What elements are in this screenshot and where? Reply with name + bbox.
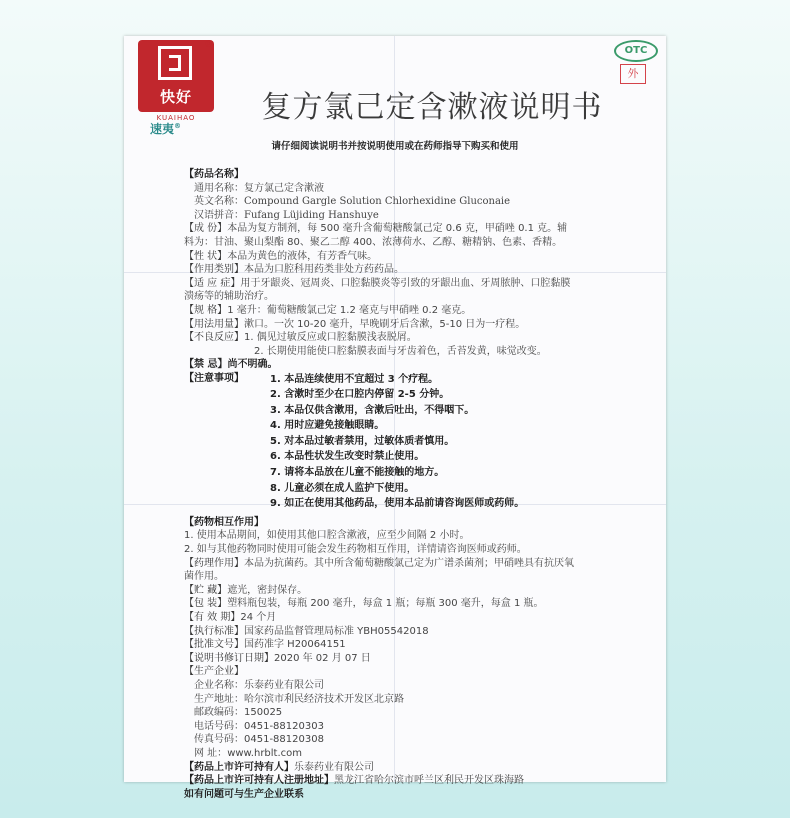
- pinyin-label: 汉语拼音：: [194, 209, 244, 221]
- category-row: [184, 263, 660, 277]
- storage-row: [184, 584, 660, 598]
- contact-note: 如有问题可与生产企业联系: [184, 788, 304, 800]
- indication-row: [184, 277, 660, 291]
- sub-brand-text: 速夷: [150, 122, 175, 136]
- holder-label: 【药品上市许可持有人】: [184, 761, 294, 773]
- generic-name-row: [184, 182, 660, 196]
- sub-brand-mark: ®: [174, 122, 182, 130]
- website-row: [184, 747, 660, 761]
- english-name-row: [184, 195, 660, 209]
- website-label: 网 址：: [194, 747, 228, 759]
- holder-address-row: [184, 774, 660, 788]
- english-name-label: 英文名称：: [194, 196, 244, 208]
- interactions-2: 2. 如与其他药物同时使用可能会发生药物相互作用，详情请咨询医师或药师。: [184, 544, 527, 556]
- phone-label: 电话号码：: [194, 720, 244, 732]
- pinyin-row: [184, 209, 660, 223]
- adverse-label: 【不良反应】: [184, 332, 244, 344]
- postcode-row: [184, 706, 660, 720]
- approval: 国药准字 H20064151: [244, 639, 346, 651]
- ingredients-line1: 本品为复方制剂，每 500 毫升含葡萄糖酸氯己定 0.6 克，甲硝唑 0.1 克。辅: [227, 223, 568, 235]
- holder: 乐泰药业有限公司: [294, 761, 374, 773]
- standard-row: [184, 625, 660, 639]
- standard: 国家药品监督管理局标准 YBH05542018: [244, 625, 429, 637]
- pharm-line1: 本品为抗菌药。其中所含葡萄糖酸氯己定为广谱杀菌剂；甲硝唑具有抗厌氧: [244, 557, 574, 569]
- spec-row: [184, 304, 660, 318]
- contra-row: [184, 358, 660, 372]
- note-item: 7. 请将本品放在儿童不能接触的地方。: [270, 467, 445, 479]
- validity-row: [184, 611, 660, 625]
- otc-badge: OTC: [614, 40, 658, 62]
- note-item: 5. 对本品过敏者禁用，过敏体质者慎用。: [270, 435, 455, 447]
- contra: 尚不明确。: [227, 359, 278, 371]
- logo-english: KUAIHAO: [156, 114, 196, 122]
- postcode: 150025: [244, 707, 283, 719]
- pharm-label: 【药理作用】: [184, 557, 244, 569]
- pinyin: Fufang Lüjiding Hanshuye: [244, 209, 379, 221]
- generic-name: 复方氯己定含漱液: [244, 182, 324, 194]
- revision-label: 【说明书修订日期】: [184, 652, 274, 664]
- adverse-1: 1. 偶见过敏反应或口腔黏膜浅表脱屑。: [244, 332, 417, 344]
- address-label: 生产地址：: [194, 693, 244, 705]
- ingredients-line2: 料为：甘油、聚山梨酯 80、聚乙二醇 400、浓薄荷水、乙醇、糖精钠、色素、香精。: [184, 236, 563, 248]
- company: 乐泰药业有限公司: [244, 679, 324, 691]
- category-label: 【作用类别】: [184, 264, 244, 276]
- logo-mark-icon: [158, 46, 192, 80]
- note-item: 8. 儿童必须在成人监护下使用。: [270, 482, 415, 494]
- holder-address: 黑龙江省哈尔滨市呼兰区利民开发区珠海路: [334, 775, 524, 787]
- note-item: 2. 含漱时至少在口腔内停留 2-5 分钟。: [270, 389, 450, 401]
- indication-line1: 用于牙龈炎、冠周炎、口腔黏膜炎等引致的牙龈出血、牙周脓肿、口腔黏膜: [240, 277, 571, 289]
- address: 哈尔滨市利民经济技术开发区北京路: [244, 693, 404, 705]
- adverse-row: [184, 331, 660, 345]
- character-row: [184, 250, 660, 264]
- fax: 0451-88120308: [244, 734, 324, 746]
- indication-label: 【适 应 症】: [184, 277, 241, 289]
- usage: 漱口。一次 10-20 毫升，早晚刷牙后含漱，5-10 日为一疗程。: [244, 318, 526, 330]
- interactions-1: 1. 使用本品期间，如使用其他口腔含漱液，应至少间隔 2 小时。: [184, 530, 470, 542]
- adverse-2: 2. 长期使用能使口腔黏膜表面与牙齿着色，舌苔发黄，味觉改变。: [254, 345, 547, 357]
- usage-notice: 请仔细阅读说明书并按说明使用或在药师指导下购买和使用: [271, 141, 519, 152]
- pharm-line2: 菌作用。: [184, 571, 224, 583]
- indication-line2: 溃疡等的辅助治疗。: [184, 291, 274, 303]
- approval-row: [184, 638, 660, 652]
- website: www.hrblt.com: [227, 747, 303, 759]
- holder-address-label: 【药品上市许可持有人注册地址】: [184, 775, 334, 787]
- character: 本品为黄色的液体，有芳香气味。: [227, 250, 378, 262]
- storage-label: 【贮 藏】: [184, 584, 228, 596]
- usage-row: [184, 318, 660, 332]
- note-item: 3. 本品仅供含漱用，含漱后吐出，不得咽下。: [270, 404, 475, 416]
- notes-list: [184, 372, 660, 512]
- logo-text: 快好: [159, 88, 192, 106]
- revision: 2020 年 02 月 07 日: [274, 652, 371, 664]
- notes-label: 【注意事项】: [184, 372, 244, 384]
- interactions-label: 【药物相互作用】: [184, 516, 264, 528]
- brand-logo: [138, 40, 214, 112]
- category: 本品为口腔科用药类非处方药药品。: [244, 264, 404, 276]
- standard-label: 【执行标准】: [184, 625, 244, 637]
- sub-brand: [150, 120, 181, 137]
- note-item: 9. 如正在使用其他药品，使用本品前请咨询医师或药师。: [270, 498, 525, 510]
- holder-row: [184, 761, 660, 775]
- spec-label: 【规 格】: [184, 304, 228, 316]
- name-header: 【药品名称】: [184, 169, 244, 180]
- company-row: [184, 679, 660, 693]
- phone-row: [184, 720, 660, 734]
- note-item: 1. 本品连续使用不宜超过 3 个疗程。: [270, 373, 439, 385]
- external-use-badge: 外: [620, 64, 646, 84]
- package-label: 【包 装】: [184, 598, 228, 610]
- registered-mark: ®: [204, 40, 213, 50]
- ingredients-row: [184, 222, 660, 236]
- package: 塑料瓶包装，每瓶 200 毫升，每盒 1 瓶；每瓶 300 毫升，每盒 1 瓶。: [227, 598, 544, 610]
- instruction-content: [184, 168, 660, 801]
- note-item: 6. 本品性状发生改变时禁止使用。: [270, 451, 425, 463]
- usage-label: 【用法用量】: [184, 318, 244, 330]
- revision-row: [184, 652, 660, 666]
- phone: 0451-88120303: [244, 720, 324, 732]
- validity: 24 个月: [240, 612, 277, 623]
- spec: 1 毫升：葡萄糖酸氯己定 1.2 毫克与甲硝唑 0.2 毫克。: [227, 304, 472, 316]
- note-item: 4. 用时应避免接触眼睛。: [270, 420, 385, 432]
- storage: 遮光，密封保存。: [227, 584, 308, 596]
- package-row: [184, 597, 660, 611]
- fax-row: [184, 733, 660, 747]
- document-title: 复方氯己定含漱液说明书: [261, 90, 603, 125]
- fax-label: 传真号码：: [194, 734, 244, 746]
- instruction-sheet: [124, 36, 666, 800]
- character-label: 【性 状】: [184, 250, 228, 262]
- pharm-row: [184, 557, 660, 571]
- approval-label: 【批准文号】: [184, 639, 244, 651]
- validity-label: 【有 效 期】: [184, 612, 241, 623]
- address-row: [184, 693, 660, 707]
- english-name: Compound Gargle Solution Chlorhexidine Gluconaie: [244, 196, 511, 208]
- ingredients-label: 【成 份】: [184, 223, 228, 235]
- contra-label: 【禁 忌】: [184, 359, 228, 371]
- company-label: 企业名称：: [194, 679, 244, 691]
- manufacturer-label: 【生产企业】: [184, 666, 244, 678]
- generic-name-label: 通用名称：: [194, 182, 244, 194]
- postcode-label: 邮政编码：: [194, 707, 244, 719]
